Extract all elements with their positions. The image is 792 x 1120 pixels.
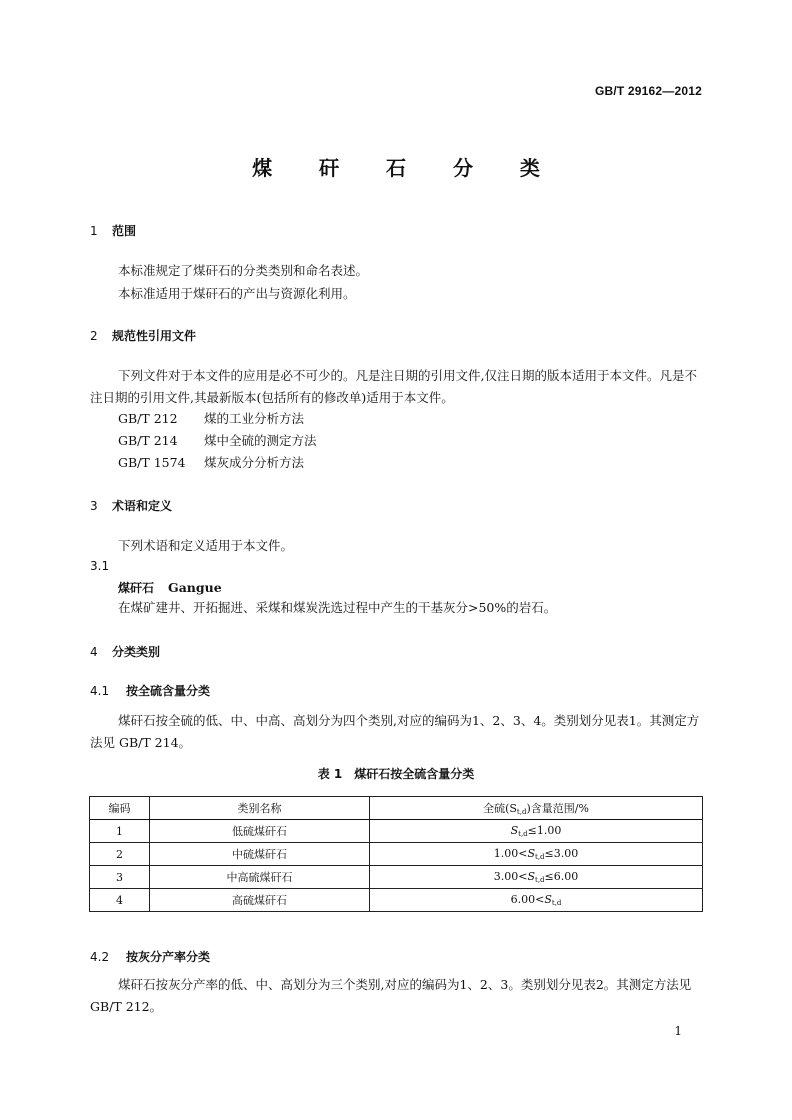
reference-name: 煤灰成分分析方法 [204, 455, 305, 470]
section-number: 2 [90, 329, 98, 343]
section-title: 规范性引用文件 [112, 329, 197, 343]
section-4-1-heading [90, 682, 210, 699]
reference-item [118, 453, 304, 471]
section-number: 3 [90, 499, 98, 513]
cell-range: $1.00<S_{t,d}\le 3.00$ [370, 843, 703, 866]
paragraph: 煤矸石按灰分产率的低、中、高划分为三个类别,对应的编码为1、2、3。类别划分见表2。其测定方法见 GB/T 212。 [90, 977, 692, 1014]
subsection-number: 3.1 [90, 559, 110, 573]
document-title: 煤 矸 石 分 类 [252, 156, 560, 180]
header-code: 编码 [90, 797, 150, 820]
paragraph: 本标准适用于煤矸石的产出与资源化利用。 [118, 286, 356, 301]
section-title: 术语和定义 [112, 499, 173, 513]
cell-code: 4 [90, 889, 150, 912]
section-2-heading [90, 327, 196, 344]
paragraph: 下列术语和定义适用于本文件。 [118, 538, 294, 553]
cell-name: 低硫煤矸石 [150, 820, 370, 843]
reference-item [118, 431, 317, 449]
paragraph: 本标准规定了煤矸石的分类类别和命名表述。 [118, 263, 369, 278]
table-header-row [90, 797, 703, 820]
term-entry [118, 579, 222, 596]
section-title: 按全硫含量分类 [126, 684, 211, 698]
cell-range: $S_{t,d}\le 1.00$ [370, 820, 703, 843]
table-row [90, 843, 703, 866]
term-chinese: 煤矸石 [118, 581, 155, 595]
reference-item [118, 409, 304, 427]
reference-code: GB/T 1574 [118, 455, 186, 470]
section-title: 按灰分产率分类 [126, 950, 211, 964]
section-number: 4 [90, 645, 98, 659]
table-row [90, 820, 703, 843]
section-number: 4.1 [90, 684, 110, 698]
reference-name: 煤的工业分析方法 [204, 411, 305, 426]
page-number: 1 [674, 1024, 682, 1038]
reference-code: GB/T 214 [118, 433, 178, 448]
section-3-heading [90, 497, 172, 514]
table-row [90, 889, 703, 912]
section-title: 范围 [112, 224, 137, 238]
paragraph: 下列文件对于本文件的应用是必不可少的。凡是注日期的引用文件,仅注日期的版本适用于本文件。凡是不注日期的引用文件,其最新版本(包括所有的修改单)适用于本文件。 [90, 368, 697, 405]
reference-code: GB/T 212 [118, 411, 178, 426]
standard-code: GB/T 29162—2012 [594, 84, 702, 98]
section-number: 1 [90, 224, 98, 238]
cell-range: $3.00<S_{t,d}\le 6.00$ [370, 866, 703, 889]
cell-name: 高硫煤矸石 [150, 889, 370, 912]
table-caption: 表 1 煤矸石按全硫含量分类 [317, 767, 475, 781]
section-title: 分类类别 [112, 645, 161, 659]
paragraph: 煤矸石按全硫的低、中、中高、高划分为四个类别,对应的编码为1、2、3、4。类别划分见表1。其测定方法见 GB/T 214。 [90, 713, 700, 750]
section-4-heading [90, 643, 160, 660]
section-number: 4.2 [90, 950, 110, 964]
reference-name: 煤中全硫的测定方法 [204, 433, 317, 448]
header-name: 类别名称 [150, 797, 370, 820]
cell-code: 3 [90, 866, 150, 889]
table-row [90, 866, 703, 889]
header-range: 全硫$(S_{t,d})$含量范围/% [370, 797, 703, 820]
cell-name: 中硫煤矸石 [150, 843, 370, 866]
cell-code: 2 [90, 843, 150, 866]
cell-range: $6.00<S_{t,d}$ [370, 889, 703, 912]
term-english: Gangue [168, 580, 222, 595]
term-definition: 在煤矿建井、开拓掘进、采煤和煤炭洗选过程中产生的干基灰分>50%的岩石。 [118, 600, 557, 615]
section-4-2-heading [90, 948, 210, 965]
cell-name: 中高硫煤矸石 [150, 866, 370, 889]
section-1-heading [90, 222, 136, 239]
sulfur-classification-table [89, 796, 703, 912]
cell-code: 1 [90, 820, 150, 843]
